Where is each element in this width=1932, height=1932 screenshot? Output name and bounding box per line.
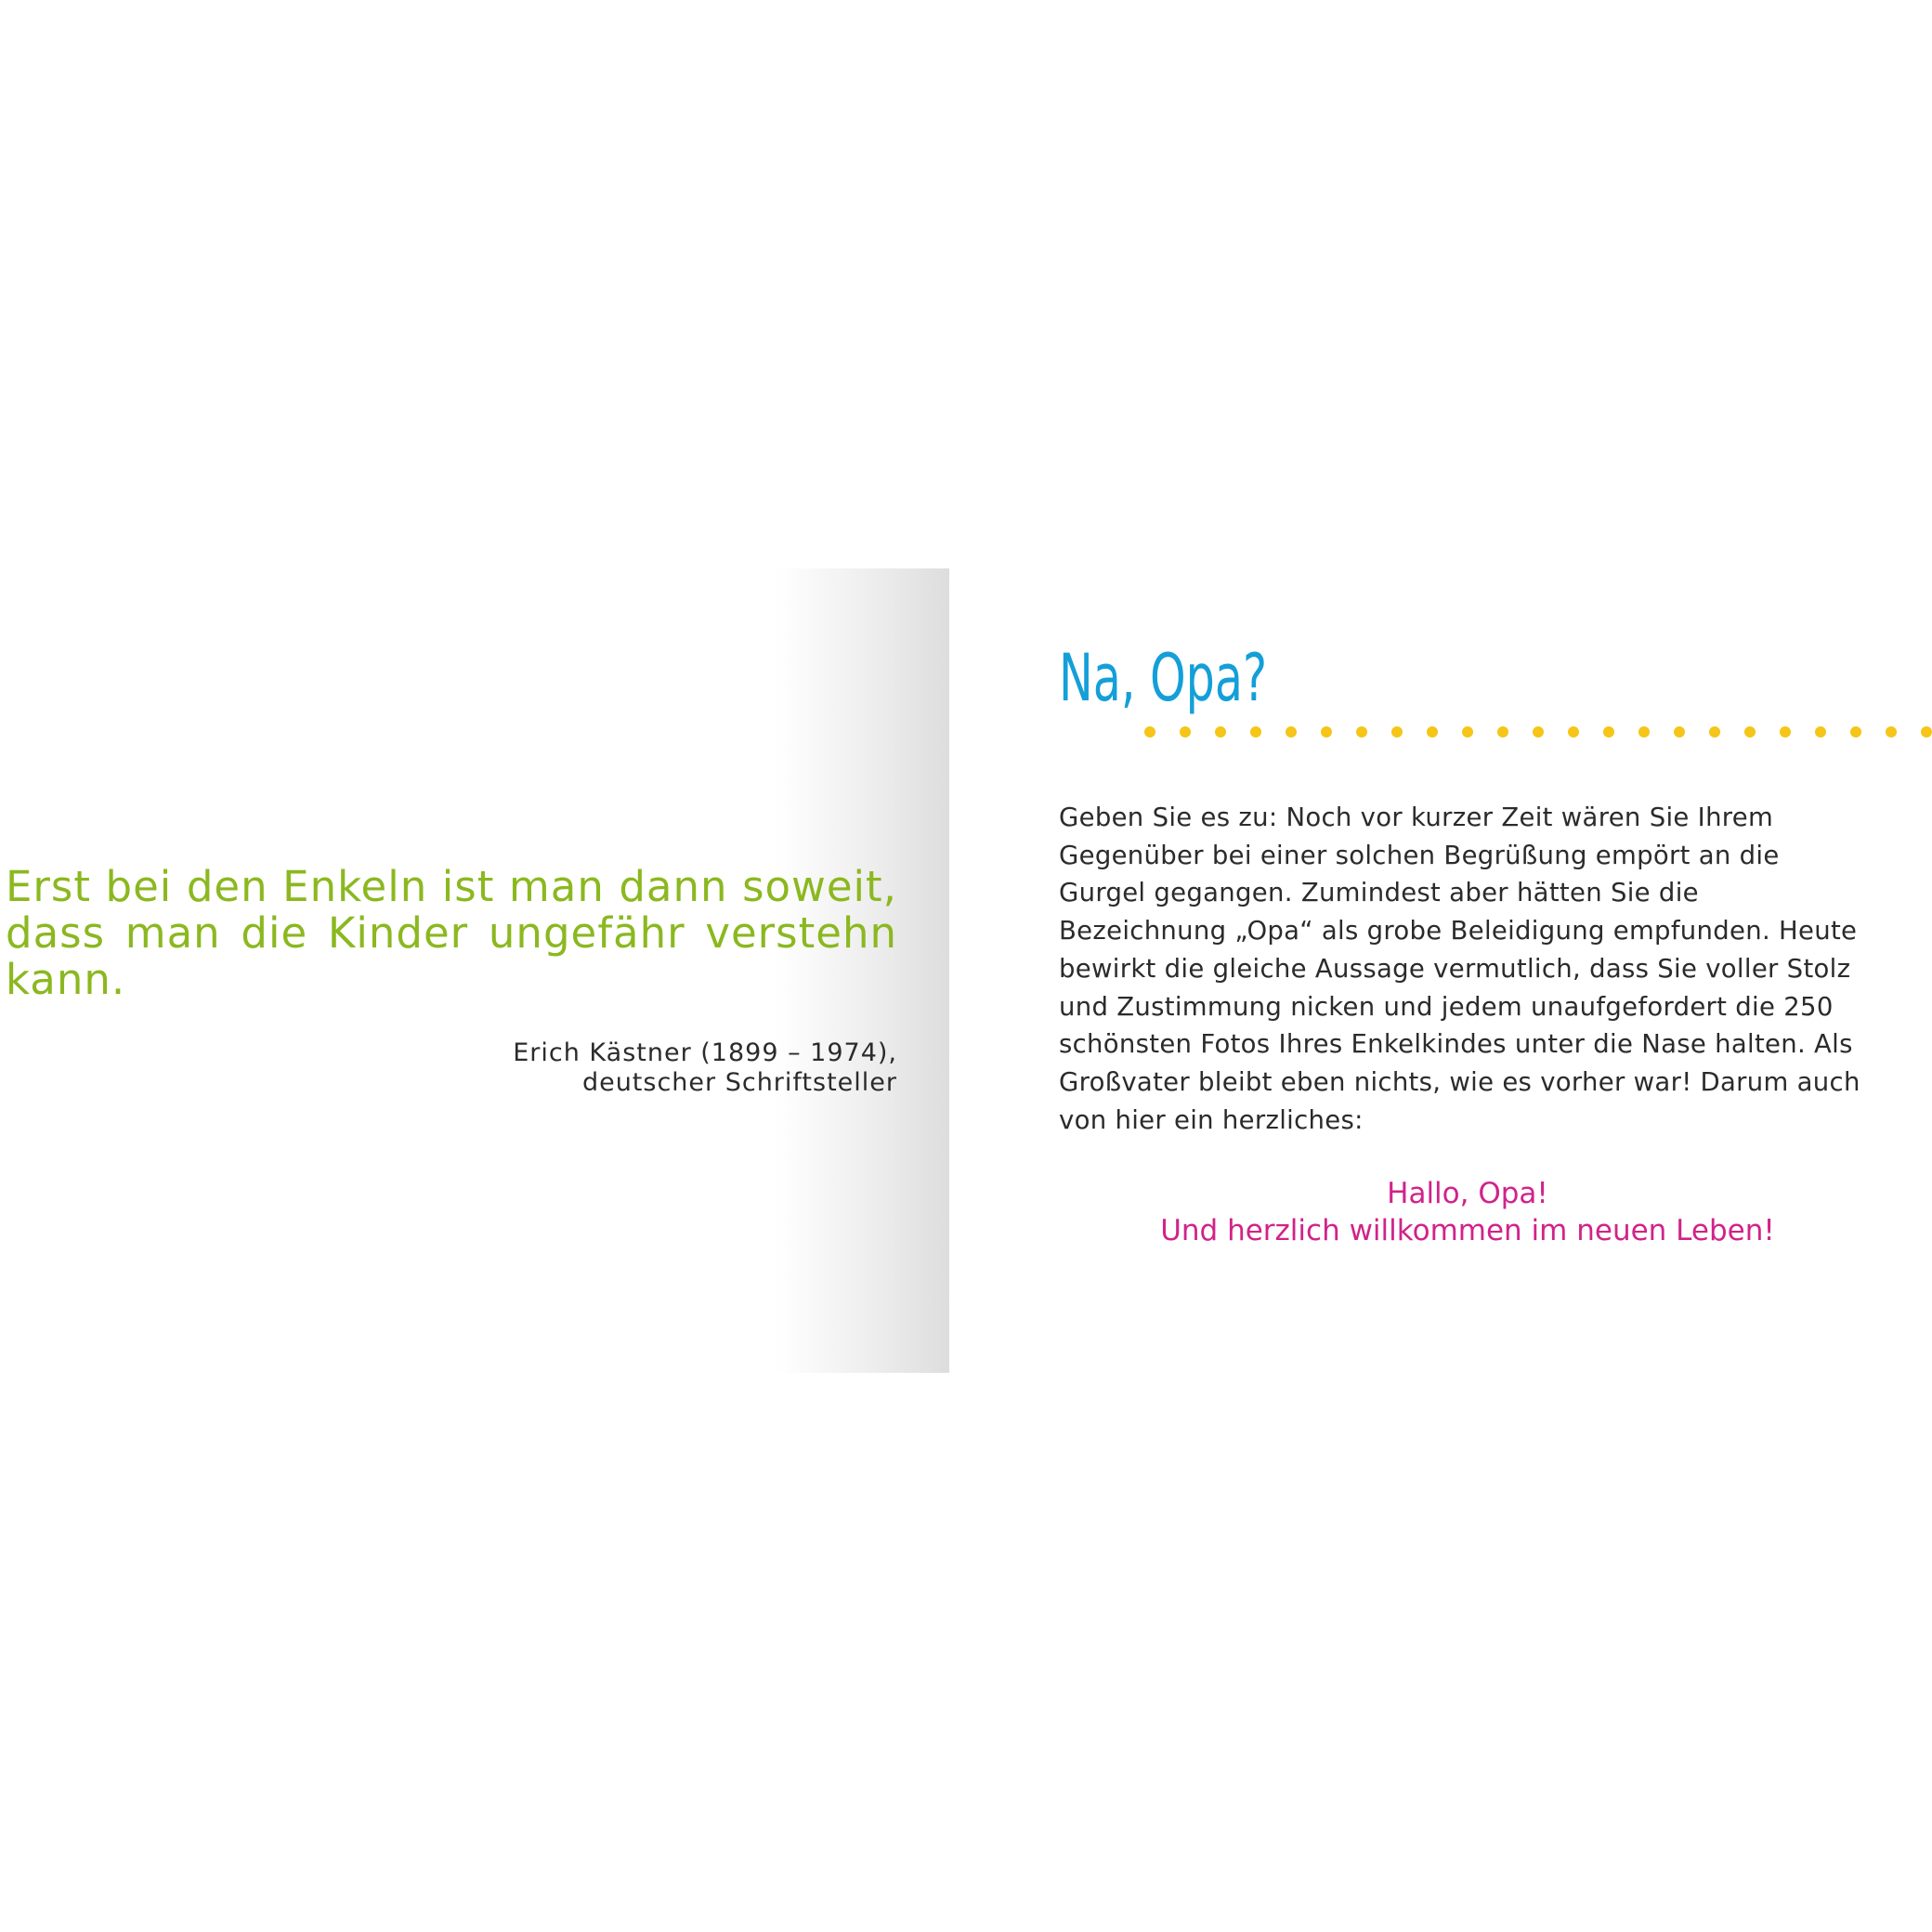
divider-dot: [1215, 726, 1226, 738]
divider-dot: [1638, 726, 1650, 738]
quote-text: Erst bei den Enkeln ist man dann soweit, dass man die Kinder ungefähr verstehn kann.: [6, 862, 897, 1004]
greeting-line-1: Hallo, Opa!: [1387, 1177, 1548, 1210]
divider-dot: [1568, 726, 1579, 738]
divider-dot: [1180, 726, 1191, 738]
divider-dot: [1391, 726, 1403, 738]
divider-dot: [1674, 726, 1685, 738]
divider-dot: [1250, 726, 1261, 738]
dotted-divider: [1142, 724, 1932, 739]
quote-attribution: [6, 1038, 897, 1098]
divider-dot: [1286, 726, 1297, 738]
quote-block: [6, 864, 897, 1098]
divider-dot: [1427, 726, 1438, 738]
divider-dot: [1886, 726, 1897, 738]
divider-dot: [1144, 726, 1155, 738]
divider-dot: [1744, 726, 1756, 738]
greeting-line-2: Und herzlich willkommen im neuen Leben!: [1160, 1214, 1775, 1247]
attribution-author: Erich Kästner (1899 – 1974),: [513, 1038, 897, 1067]
divider-dot: [1603, 726, 1614, 738]
divider-dot: [1815, 726, 1826, 738]
greeting: [1059, 1175, 1876, 1249]
attribution-role: deutscher Schriftsteller: [581, 1068, 897, 1097]
divider-dot: [1533, 726, 1544, 738]
body-paragraph: Geben Sie es zu: Noch vor kurzer Zeit wären Sie Ihrem Gegenüber bei einer solchen Begrüßung empört an die Gurgel gegangen. Zumindest aber hätten Sie die Bezeichnung „Opa“ als grobe Beleidigung empfunden. Heute bewirkt die gleiche Aussage vermutlich, dass Sie voller Stolz und Zustimmung nicken und jedem unaufgefordert die 250 schönsten Fotos Ihres Enkelkindes unter die Nase halten. Als Großvater bleibt eben nichts, wie es vorher war! Darum auch von hier ein herzliches:: [1059, 803, 1860, 1135]
divider-dot: [1780, 726, 1791, 738]
divider-dot: [1462, 726, 1473, 738]
page-headline: Na, Opa?: [1059, 640, 1268, 716]
divider-dot: [1497, 726, 1508, 738]
divider-dot: [1321, 726, 1332, 738]
divider-dot: [1709, 726, 1720, 738]
divider-dot: [1921, 726, 1932, 738]
divider-dot: [1356, 726, 1367, 738]
divider-dot: [1850, 726, 1861, 738]
